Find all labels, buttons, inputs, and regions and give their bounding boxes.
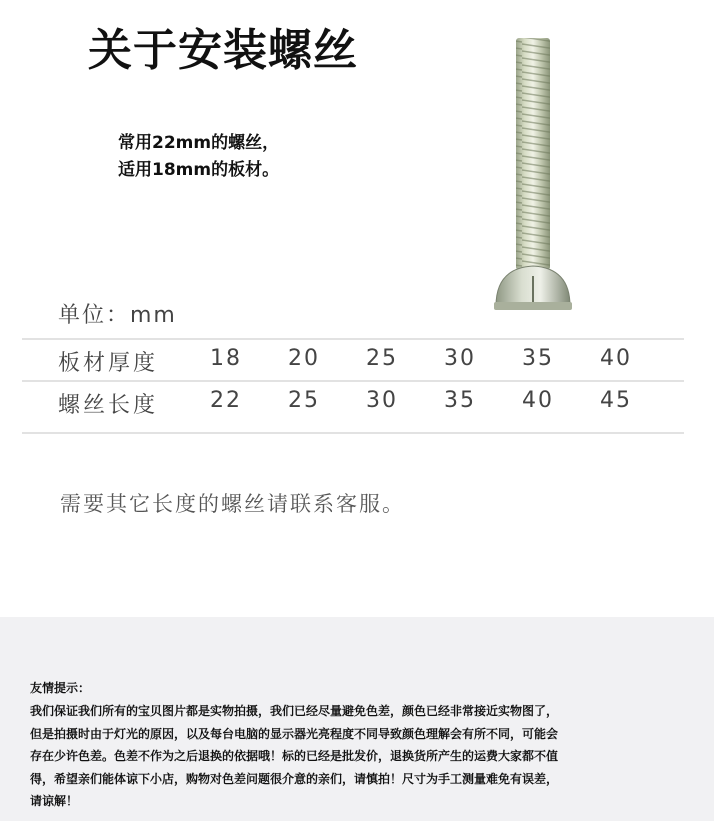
- table-cell: 35: [522, 346, 554, 371]
- tips-line: 我们保证我们所有的宝贝图片都是实物拍摄，我们已经尽量避免色差，颜色已经非常接近实物图了，: [30, 704, 559, 718]
- tips-line: 得，希望亲们能体谅下小店，购物对色差问题很介意的亲们，请慎拍！尺寸为手工测量难免有误差，: [30, 771, 559, 786]
- screw-image: [488, 36, 578, 314]
- usage-note: [118, 130, 279, 184]
- table-cell: 18: [210, 346, 242, 371]
- row-header: 螺丝长度: [58, 393, 159, 418]
- table-divider-middle: [22, 380, 684, 382]
- tips-body: [30, 700, 690, 813]
- unit-label: 单位：mm: [58, 303, 177, 328]
- tips-title: 友情提示：: [30, 681, 91, 695]
- usage-note-line-1: 常用22mm的螺丝，: [118, 133, 280, 153]
- table-cell: 20: [288, 346, 320, 371]
- contact-note: 需要其它长度的螺丝请联系客服。: [60, 492, 405, 516]
- table-row-screw-length: [58, 388, 698, 428]
- table-cell: 35: [444, 388, 476, 413]
- table-cell: 22: [210, 388, 242, 413]
- row-header: 板材厚度: [58, 351, 159, 376]
- table-cell: 30: [366, 388, 398, 413]
- table-cell: 25: [366, 346, 398, 371]
- tips-line: 存在少许色差。色差不作为之后退换的依据哦！标的已经是批发价，退换货所产生的运费大家都不值: [30, 749, 559, 763]
- table-cell: 45: [600, 388, 632, 413]
- tips-panel: [0, 617, 714, 821]
- usage-note-line-2: 适用18mm的板材。: [118, 160, 280, 180]
- table-cell: 25: [288, 388, 320, 413]
- table-cell: 30: [444, 346, 476, 371]
- table-cell: 40: [522, 388, 554, 413]
- tips-line: 但是拍摄时由于灯光的原因，以及每台电脑的显示器光亮程度不同导致颜色理解会有所不同，可能会: [30, 726, 559, 741]
- table-divider-top: [22, 338, 684, 340]
- table-cell: 40: [600, 346, 632, 371]
- tips-line: 请谅解！: [30, 794, 79, 808]
- table-divider-bottom: [22, 432, 684, 434]
- page-title: 关于安装螺丝: [88, 25, 358, 76]
